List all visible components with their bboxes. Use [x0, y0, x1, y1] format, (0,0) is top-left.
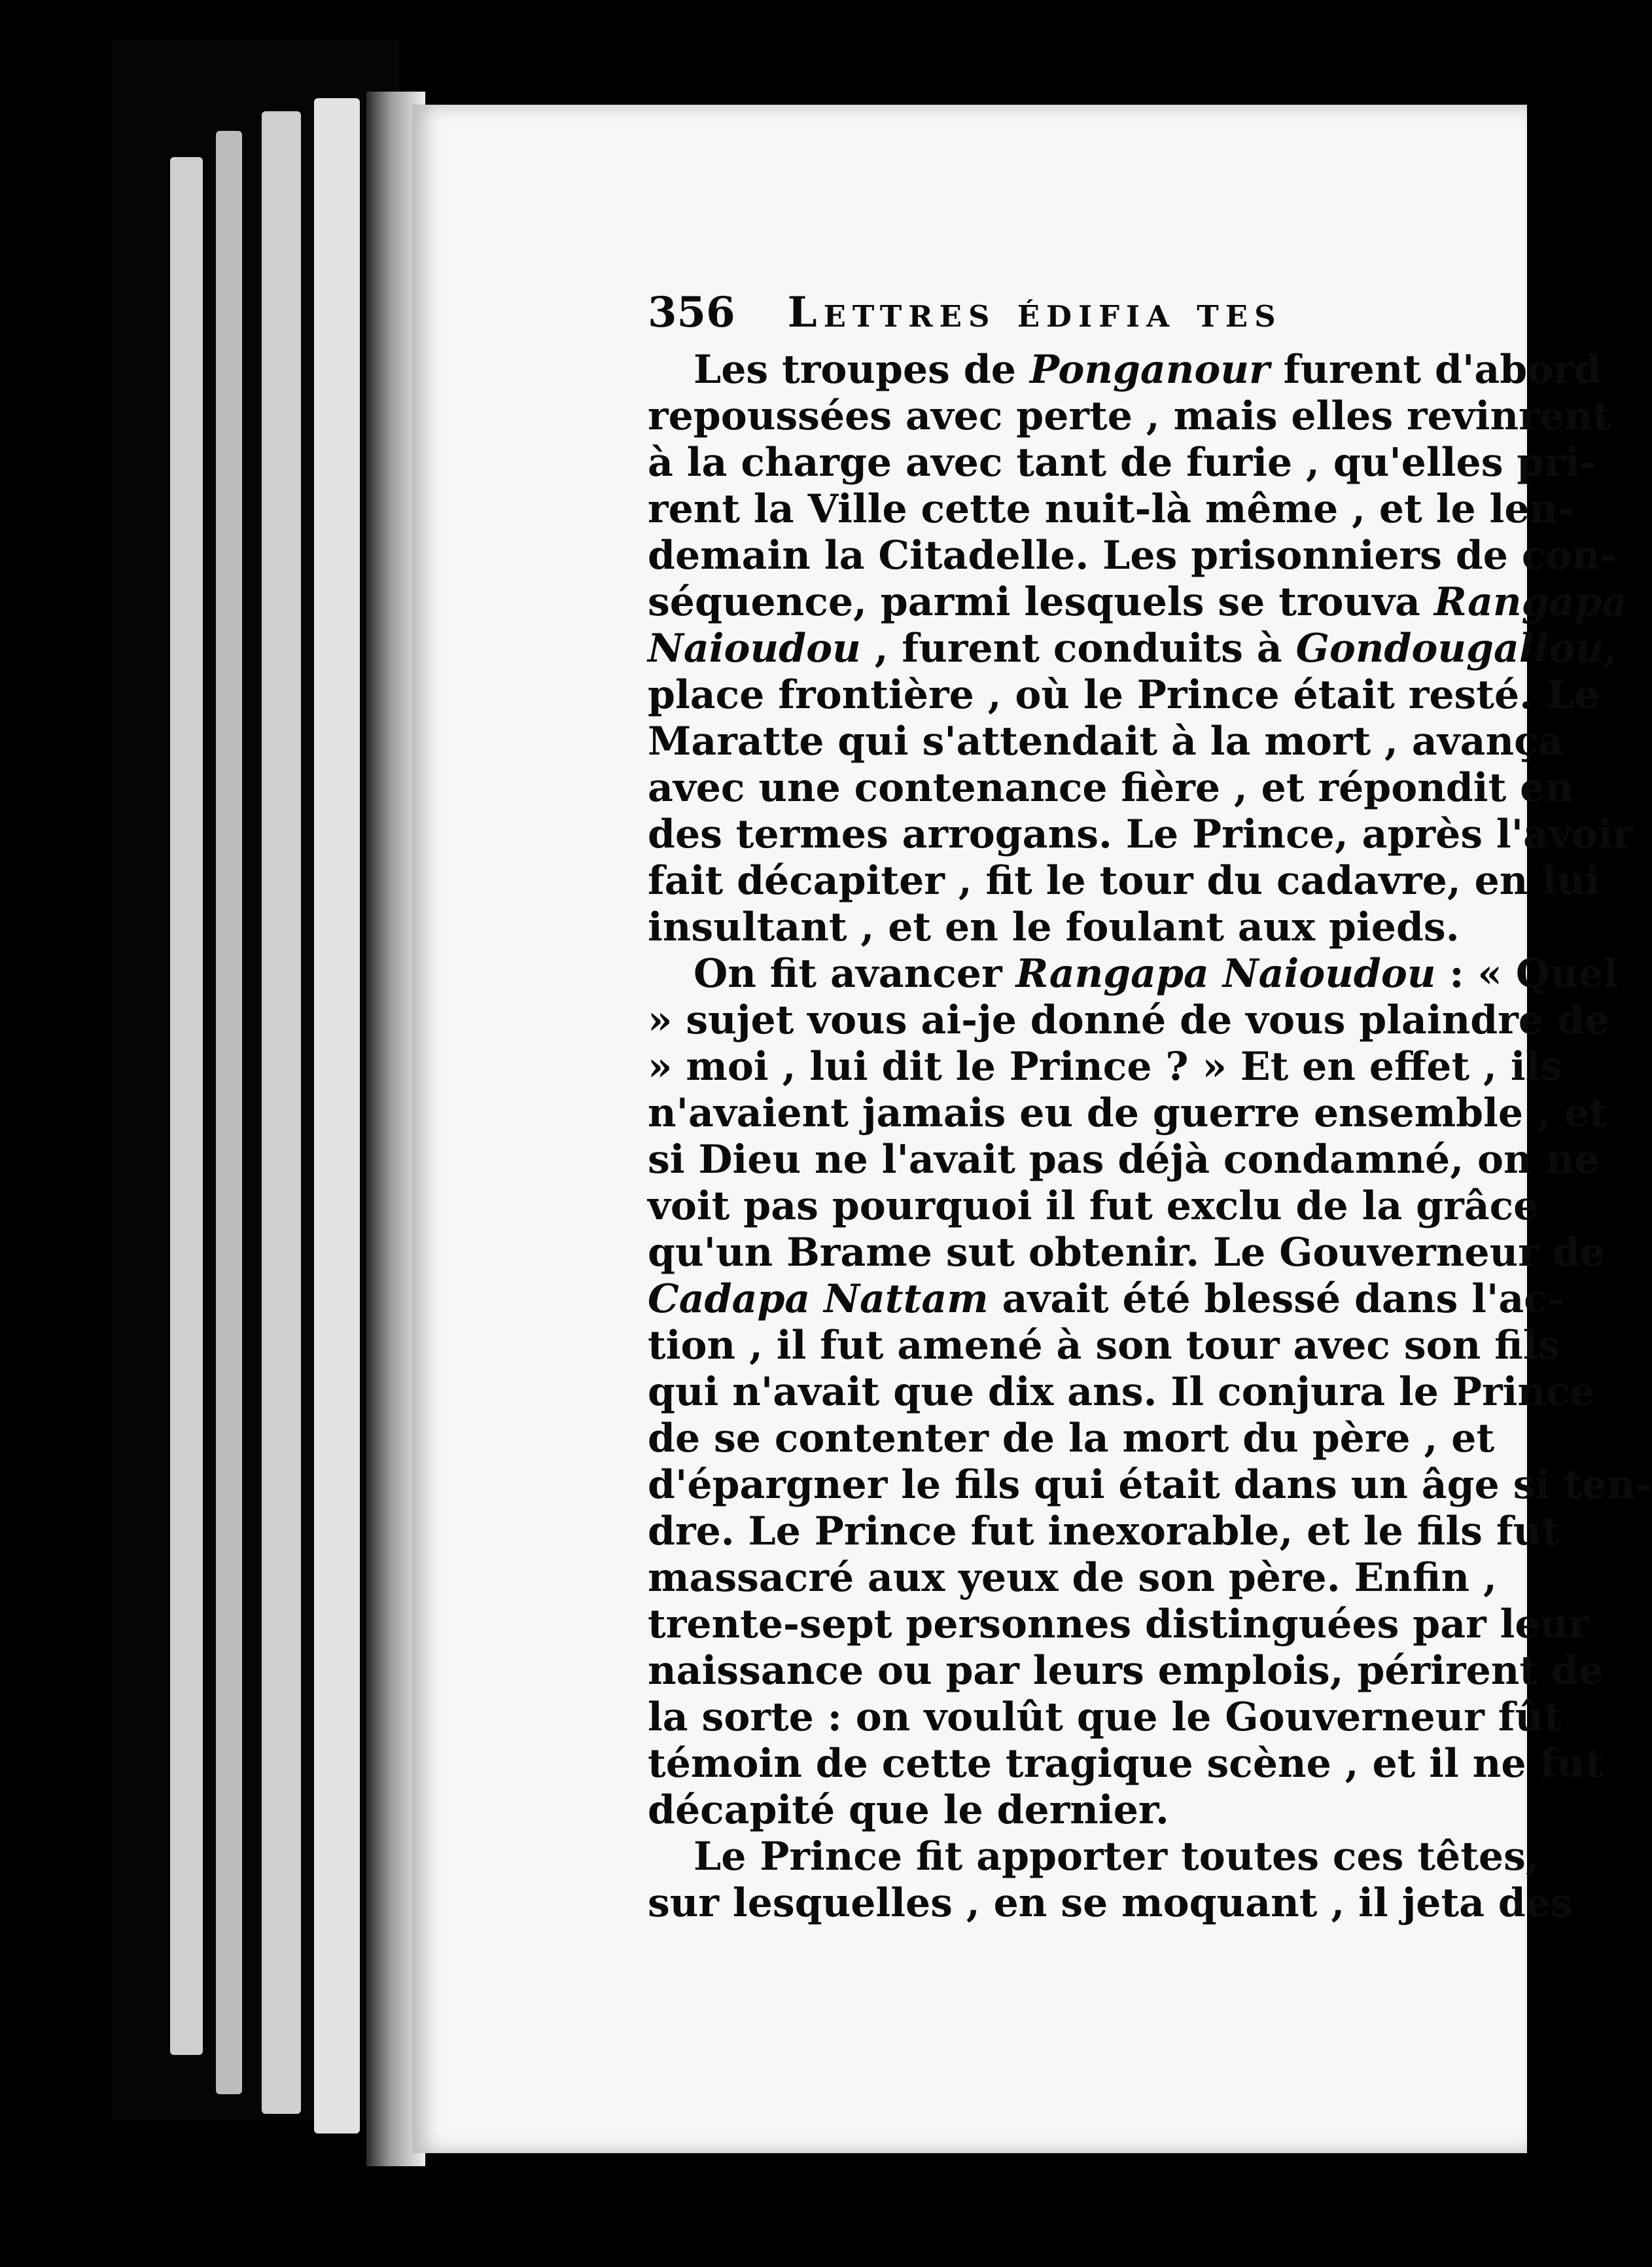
text-span: naissance ou par leurs emplois, périrent de	[648, 1648, 1604, 1694]
page-edge	[216, 131, 242, 2094]
text-line	[648, 1416, 1495, 1462]
text-line	[648, 1276, 1564, 1323]
text-line	[648, 440, 1596, 486]
text-line	[648, 1369, 1595, 1416]
text-line	[648, 393, 1611, 440]
text-line	[648, 719, 1564, 765]
text-span: On fit avancer	[694, 951, 1016, 997]
italic-text: Rangapa Naioudou	[1015, 951, 1436, 997]
text-span: massacré aux yeux de son père. Enfin ,	[648, 1555, 1497, 1601]
italic-text: Rangapa	[1433, 579, 1628, 625]
italic-text: Gondougallou	[1295, 626, 1604, 671]
text-span: : « Quel	[1435, 951, 1619, 997]
text-line	[648, 1462, 1652, 1508]
text-span: rent la Ville cette nuit-là même , et le len-	[648, 486, 1575, 532]
text-line	[648, 347, 1602, 393]
text-span: témoin de cette tragique scène , et il ne fut	[648, 1741, 1604, 1787]
text-line	[648, 812, 1634, 858]
text-span: sur lesquelles , en se moquant , il jeta des	[648, 1880, 1573, 1926]
text-line	[648, 951, 1619, 997]
text-line	[648, 486, 1575, 533]
text-span: repoussées avec perte , mais elles revinrent	[648, 393, 1611, 439]
page-edge	[170, 157, 203, 2055]
text-span: place frontière , où le Prince était resté. Le	[648, 672, 1600, 718]
text-line	[648, 1230, 1605, 1276]
text-span: des termes arrogans. Le Prince, après l'avoir	[648, 812, 1634, 857]
text-span: dre. Le Prince fut inexorable, et le fils fut	[648, 1508, 1560, 1554]
text-span: Maratte qui s'attendait à la mort , avança	[648, 719, 1564, 764]
text-line	[648, 1648, 1604, 1694]
text-line	[648, 1834, 1539, 1880]
text-span: insultant , et en le foulant aux pieds.	[648, 904, 1460, 950]
text-span: la sorte : on voulût que le Gouverneur fût	[648, 1694, 1562, 1740]
text-span: qu'un Brame sut obtenir. Le Gouverneur de	[648, 1230, 1605, 1276]
text-span: » moi , lui dit le Prince ? » Et en effet , ils	[648, 1044, 1563, 1090]
text-line	[648, 626, 1618, 672]
text-span: tion , il fut amené à son tour avec son fils	[648, 1323, 1560, 1368]
text-span: si Dieu ne l'avait pas déjà condamné, on ne	[648, 1137, 1600, 1183]
text-span: fait décapiter , fit le tour du cadavre, en lui	[648, 858, 1600, 904]
text-span: Le Prince fit apporter toutes ces têtes,	[694, 1834, 1539, 1880]
text-span: avait été blessé dans l'ac-	[988, 1276, 1564, 1322]
text-line	[648, 1508, 1560, 1555]
page-edge	[314, 98, 360, 2133]
page-number: 356	[648, 288, 735, 337]
text-line	[648, 1323, 1560, 1369]
italic-text: Naioudou	[648, 626, 861, 671]
text-line	[648, 1183, 1539, 1230]
text-line	[648, 1601, 1589, 1648]
text-span: qui n'avait que dix ans. Il conjura le Prince	[648, 1369, 1595, 1415]
text-line	[648, 1741, 1604, 1787]
italic-text: Cadapa Nattam	[648, 1276, 989, 1322]
text-span: n'avaient jamais eu de guerre ensemble , et	[648, 1090, 1608, 1136]
text-span: furent d'abord	[1269, 347, 1602, 393]
text-line	[648, 1787, 1485, 1834]
text-span: séquence, parmi lesquels se trouva	[648, 579, 1434, 625]
text-span: de se contenter de la mort du père , et	[648, 1416, 1495, 1461]
text-span: d'épargner le fils qui était dans un âge si ten-	[648, 1462, 1652, 1508]
text-line	[648, 1044, 1563, 1090]
text-line	[648, 1555, 1497, 1601]
text-line	[648, 1137, 1600, 1183]
body-text	[648, 347, 1652, 1927]
text-line	[648, 1090, 1608, 1137]
text-span: décapité que le dernier.	[648, 1787, 1169, 1833]
text-line	[648, 672, 1600, 719]
text-line	[648, 858, 1600, 904]
running-title: Lettres édifia tes	[787, 288, 1282, 337]
page-edge	[262, 111, 301, 2114]
text-span: avec une contenance fière , et répondit en	[648, 765, 1573, 811]
text-line	[648, 533, 1617, 579]
text-line	[648, 765, 1573, 812]
text-span: Les troupes de	[694, 347, 1030, 393]
italic-text: Ponganour	[1029, 347, 1270, 393]
running-header	[648, 288, 1485, 347]
text-line	[648, 579, 1628, 626]
text-span: à la charge avec tant de furie , qu'elles pri-	[648, 440, 1596, 486]
text-line	[648, 1880, 1573, 1927]
text-span: trente-sept personnes distinguées par leur	[648, 1601, 1589, 1647]
text-span: ,	[1604, 626, 1618, 671]
text-span: voit pas pourquoi il fut exclu de la grâce	[648, 1183, 1539, 1229]
page-text-block	[648, 288, 1652, 1927]
text-span: , furent conduits à	[860, 626, 1296, 671]
text-line	[648, 904, 1485, 951]
text-span: demain la Citadelle. Les prisonniers de con-	[648, 533, 1617, 579]
text-span: » sujet vous ai-je donné de vous plaindre de	[648, 997, 1610, 1043]
text-line	[648, 1694, 1562, 1741]
text-line	[648, 997, 1610, 1044]
